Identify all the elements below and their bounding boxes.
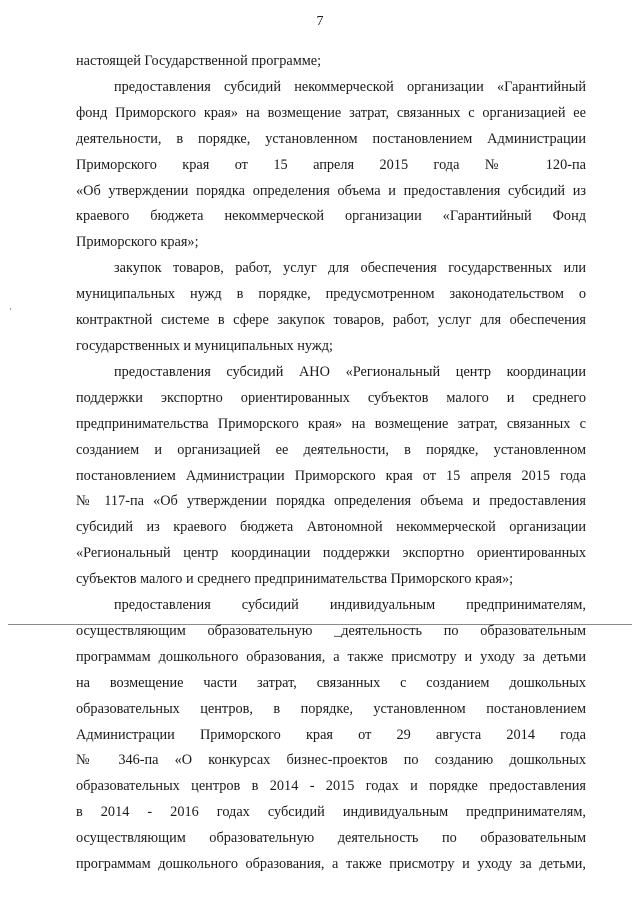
text-line: программам дошкольного образования, а также присмотру и уходу за детьми,	[76, 856, 586, 873]
text-line: «Региональный центр координации поддержки экспортно ориентированных	[76, 545, 586, 562]
paragraph	[76, 75, 586, 256]
text-line: программам дошкольного образования, а также присмотру и уходу за детьми	[76, 648, 586, 665]
page-number: 7	[316, 14, 324, 29]
text-line: Администрации Приморского края от 29 августа 2014 года	[76, 726, 586, 743]
paragraph	[76, 593, 586, 878]
paragraph	[76, 360, 586, 593]
text-line: предоставления субсидий некоммерческой организации «Гарантийный	[114, 78, 586, 95]
text-line: деятельности, в порядке, установленном постановлением Администрации	[76, 130, 586, 147]
text-line: настоящей Государственной программе;	[76, 53, 322, 69]
text-line: на возмещение части затрат, связанных с созданием дошкольных	[76, 674, 586, 691]
text-line: контрактной системе в сфере закупок товаров, работ, услуг для обеспечения	[76, 312, 586, 329]
text-line: государственных и муниципальных нужд;	[76, 337, 333, 354]
text-line: образовательных центров, в порядке, установленном постановлением	[76, 700, 586, 717]
text-line: осуществляющим образовательную _деятельность по образовательным	[76, 622, 586, 639]
text-line: фонд Приморского края» на возмещение затрат, связанных с организацией ее	[76, 104, 586, 121]
text-line: № 346-па «О конкурсах бизнес-проектов по созданию дошкольных	[76, 752, 586, 769]
text-line: поддержки экспортно ориентированных субъектов малого и среднего	[76, 389, 586, 406]
paragraph	[76, 49, 586, 75]
text-line: Приморского края»;	[76, 234, 199, 251]
text-line: постановлением Администрации Приморского края от 15 апреля 2015 года	[76, 467, 586, 484]
document-body	[76, 49, 586, 878]
text-line: осуществляющим образовательную деятельность по образовательным	[76, 830, 586, 847]
text-line: образовательных центров в 2014 - 2015 годах и порядке предоставления	[76, 778, 586, 795]
margin-mark	[10, 308, 11, 310]
text-line: краевого бюджета некоммерческой организации «Гарантийный Фонд	[76, 208, 586, 225]
text-line: Приморского края от 15 апреля 2015 года № 120-па	[76, 156, 586, 173]
text-line: № 117-па «Об утверждении порядка определения объема и предоставления	[76, 493, 586, 510]
text-line: предпринимательства Приморского края» на возмещение затрат, связанных с	[76, 415, 586, 432]
paragraph	[76, 256, 586, 360]
text-line: муниципальных нужд в порядке, предусмотренном законодательством о	[76, 286, 586, 303]
text-line: созданием и организацией ее деятельности, в порядке, установленном	[76, 441, 586, 458]
text-line: субъектов малого и среднего предпринимательства Приморского края»;	[76, 571, 514, 588]
text-line: субсидий из краевого бюджета Автономной некоммерческой организации	[76, 519, 586, 536]
text-line: «Об утверждении порядка определения объема и предоставления субсидий из	[76, 182, 586, 199]
text-line: предоставления субсидий индивидуальным предпринимателям,	[114, 597, 586, 614]
text-line: закупок товаров, работ, услуг для обеспечения государственных или	[114, 260, 586, 277]
text-line: предоставления субсидий АНО «Региональный центр координации	[114, 363, 586, 380]
text-line: в 2014 - 2016 годах субсидий индивидуальным предпринимателям,	[76, 804, 586, 821]
